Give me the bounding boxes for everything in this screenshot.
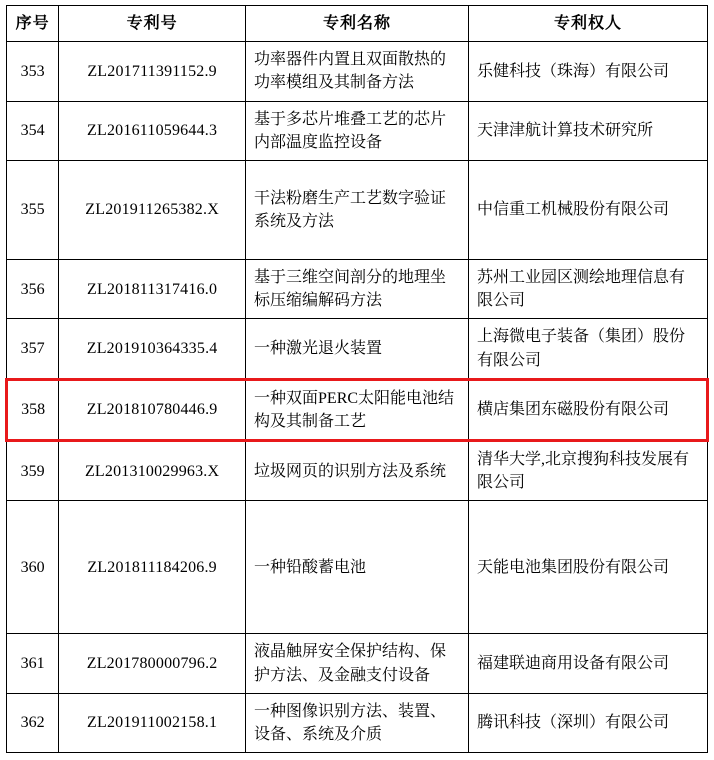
cell-seq: 353 [7, 42, 59, 101]
table-row [7, 259, 708, 318]
table-row [7, 42, 708, 101]
cell-seq: 359 [7, 441, 59, 501]
cell-patent-number: ZL201780000796.2 [59, 634, 246, 693]
column-header-seq: 序号 [7, 6, 59, 42]
cell-patent-name: 功率器件内置且双面散热的功率模组及其制备方法 [246, 42, 469, 101]
table-row [7, 160, 708, 259]
cell-patent-name: 一种双面PERC太阳能电池结构及其制备工艺 [246, 379, 469, 440]
cell-patent-name: 基于多芯片堆叠工艺的芯片内部温度监控设备 [246, 101, 469, 160]
cell-patent-owner: 苏州工业园区测绘地理信息有限公司 [468, 259, 707, 318]
table-row [7, 634, 708, 693]
cell-patent-owner: 天能电池集团股份有限公司 [468, 501, 707, 634]
cell-patent-name: 干法粉磨生产工艺数字验证系统及方法 [246, 160, 469, 259]
cell-patent-owner: 横店集团东磁股份有限公司 [468, 379, 707, 440]
document-page [0, 5, 714, 760]
table-row [7, 319, 708, 379]
cell-seq: 360 [7, 501, 59, 634]
patent-table [5, 5, 709, 753]
cell-patent-name: 一种激光退火装置 [246, 319, 469, 379]
cell-seq: 357 [7, 319, 59, 379]
cell-patent-owner: 清华大学,北京搜狗科技发展有限公司 [468, 441, 707, 501]
cell-patent-number: ZL201911265382.X [59, 160, 246, 259]
cell-patent-name: 垃圾网页的识别方法及系统 [246, 441, 469, 501]
cell-seq: 362 [7, 693, 59, 752]
cell-patent-owner: 中信重工机械股份有限公司 [468, 160, 707, 259]
cell-patent-number: ZL201911002158.1 [59, 693, 246, 752]
table-row [7, 441, 708, 501]
cell-seq: 361 [7, 634, 59, 693]
cell-patent-number: ZL201711391152.9 [59, 42, 246, 101]
cell-seq: 356 [7, 259, 59, 318]
table-body [7, 42, 708, 753]
table-header-row [7, 6, 708, 42]
table-row-highlighted [7, 379, 708, 440]
cell-patent-name: 一种铅酸蓄电池 [246, 501, 469, 634]
cell-patent-name: 基于三维空间剖分的地理坐标压缩编解码方法 [246, 259, 469, 318]
cell-patent-owner: 天津津航计算技术研究所 [468, 101, 707, 160]
cell-patent-owner: 腾讯科技（深圳）有限公司 [468, 693, 707, 752]
cell-patent-owner: 乐健科技（珠海）有限公司 [468, 42, 707, 101]
cell-seq: 355 [7, 160, 59, 259]
table-header [7, 6, 708, 42]
table-row [7, 101, 708, 160]
cell-seq: 354 [7, 101, 59, 160]
cell-seq: 358 [7, 379, 59, 440]
cell-patent-number: ZL201811184206.9 [59, 501, 246, 634]
column-header-patent-number: 专利号 [59, 6, 246, 42]
column-header-patent-name: 专利名称 [246, 6, 469, 42]
cell-patent-number: ZL201811317416.0 [59, 259, 246, 318]
cell-patent-number: ZL201310029963.X [59, 441, 246, 501]
cell-patent-owner: 上海微电子装备（集团）股份有限公司 [468, 319, 707, 379]
cell-patent-owner: 福建联迪商用设备有限公司 [468, 634, 707, 693]
table-row [7, 693, 708, 752]
column-header-patent-owner: 专利权人 [468, 6, 707, 42]
cell-patent-name: 液晶触屏安全保护结构、保护方法、及金融支付设备 [246, 634, 469, 693]
cell-patent-number: ZL201611059644.3 [59, 101, 246, 160]
cell-patent-name: 一种图像识别方法、装置、设备、系统及介质 [246, 693, 469, 752]
cell-patent-number: ZL201810780446.9 [59, 379, 246, 440]
cell-patent-number: ZL201910364335.4 [59, 319, 246, 379]
table-row [7, 501, 708, 634]
